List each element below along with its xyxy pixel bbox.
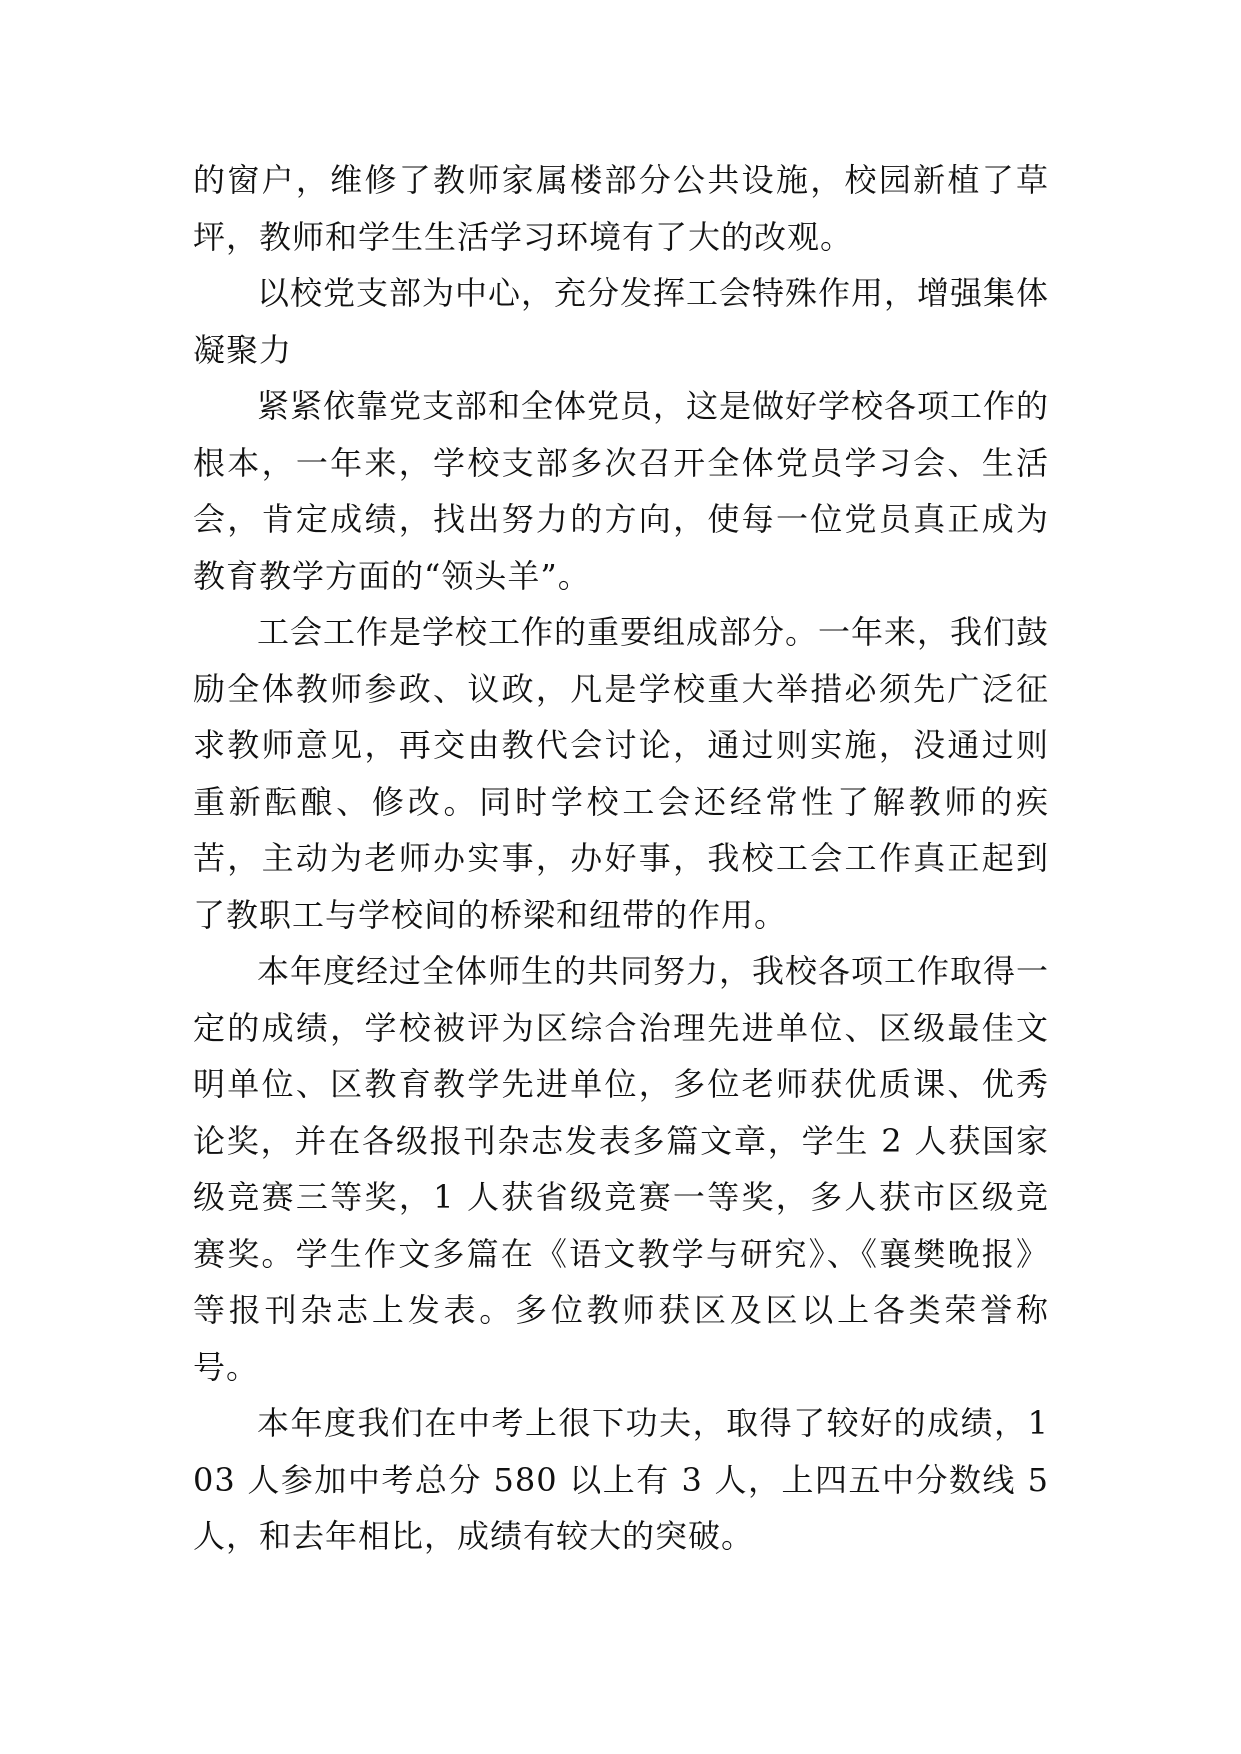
section-heading-paragraph: 以校党支部为中心，充分发挥工会特殊作用，增强集体凝聚力: [193, 274, 1050, 369]
paragraph: 本年度我们在中考上很下功夫，取得了较好的成绩，103 人参加中考总分 580 以上有 3 人，上四五中分数线 5 人，和去年相比，成绩有较大的突破。: [193, 1404, 1049, 1555]
paragraph: 紧紧依靠党支部和全体党员，这是做好学校各项工作的根本，一年来，学校支部多次召开全体党员学习会、生活会，肯定成绩，找出努力的方向，使每一位党员真正成为教育教学方面的“领头羊”。: [193, 387, 1050, 595]
paragraph: 工会工作是学校工作的重要组成部分。一年来，我们鼓励全体教师参政、议政，凡是学校重大举措必须先广泛征求教师意见，再交由教代会讨论，通过则实施，没通过则重新酝酿、修改。同时学校工会还经常性了解教师的疾苦，主动为老师办实事，办好事，我校工会工作真正起到了教职工与学校间的桥梁和纽带的作用。: [193, 613, 1050, 934]
paragraph: 本年度经过全体师生的共同努力，我校各项工作取得一定的成绩，学校被评为区综合治理先进单位、区级最佳文明单位、区教育教学先进单位，多位老师获优质课、优秀论奖，并在各级报刊杂志发表多篇文章，学生 2 人获国家级竞赛三等奖，1 人获省级竞赛一等奖，多人获市区级竞赛奖。学生作文多篇在《语文教学与研究》、《襄樊晚报》等报刊杂志上发表。多位教师获区及区以上各类荣誉称号。: [193, 952, 1050, 1386]
document-body: [193, 152, 1049, 1565]
paragraph: 的窗户，维修了教师家属楼部分公共设施，校园新植了草坪，教师和学生生活学习环境有了大的改观。: [193, 161, 1049, 256]
